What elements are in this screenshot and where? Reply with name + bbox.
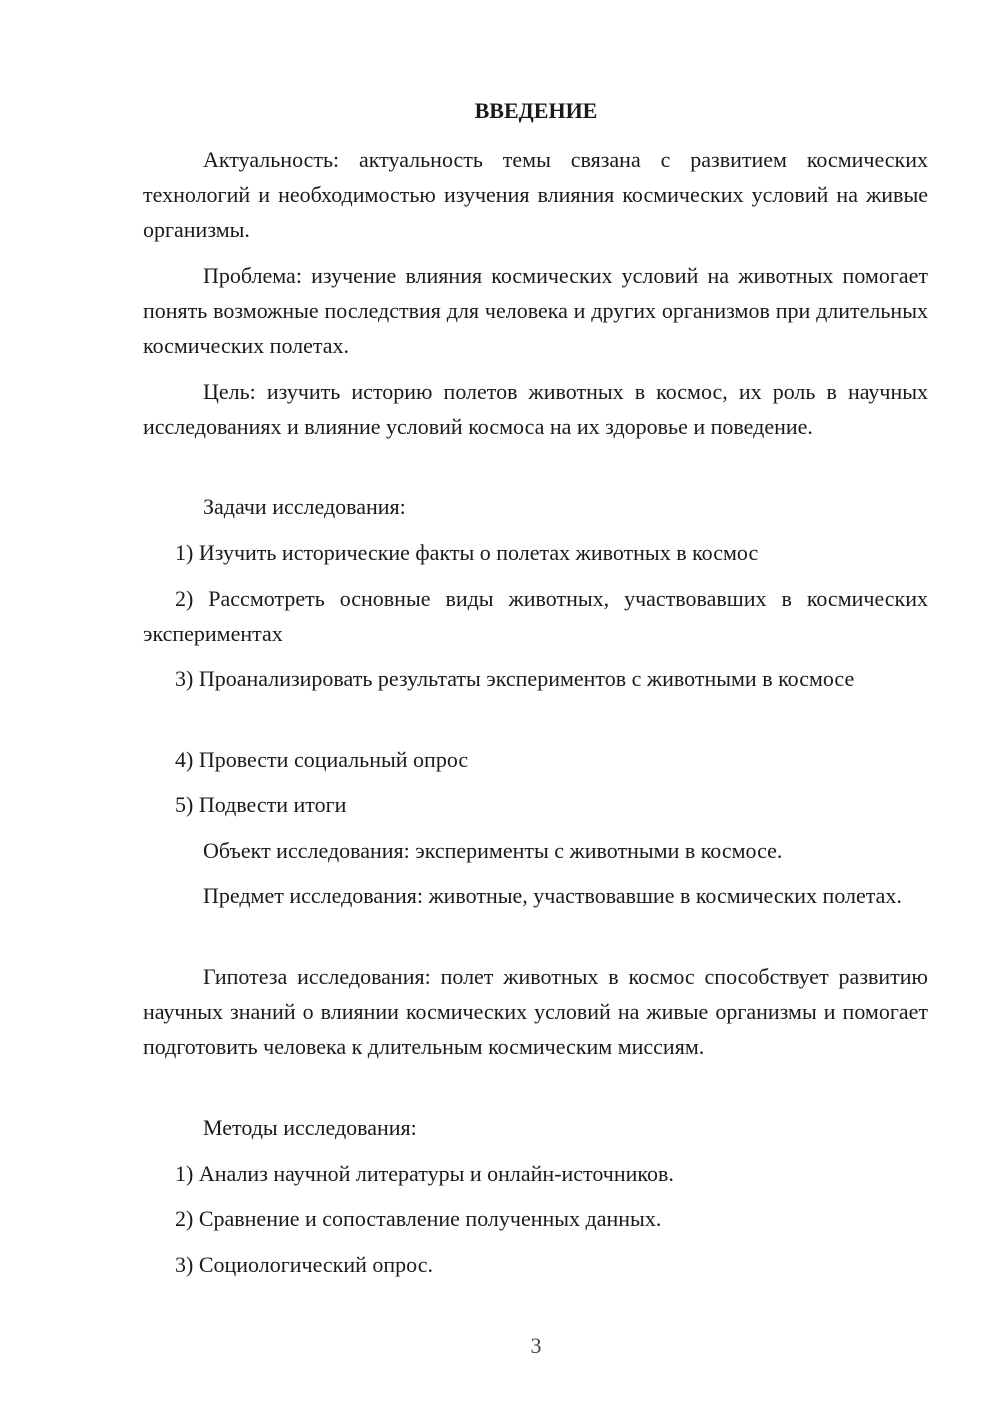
method-item-3: 3) Социологический опрос. — [175, 1252, 433, 1277]
method-item-2: 2) Сравнение и сопоставление полученных данных. — [175, 1206, 662, 1231]
paragraph-object: Объект исследования: эксперименты с животными в космосе. — [203, 838, 783, 863]
paragraph-relevance: Актуальность: актуальность темы связана с развитием космических технологий и необходимостью изучения влияния космических условий на живые организмы. — [143, 147, 928, 242]
task-item-3: 3) Проанализировать результаты экспериментов с животными в космосе — [175, 666, 855, 691]
paragraph-goal: Цель: изучить историю полетов животных в космос, их роль в научных исследованиях и влияние условий космоса на их здоровье и поведение. — [143, 379, 928, 439]
task-item-2: 2) Рассмотреть основные виды животных, участвовавших в космических экспериментах — [143, 586, 928, 646]
method-item-1: 1) Анализ научной литературы и онлайн-источников. — [175, 1161, 674, 1186]
paragraph-methods-heading: Методы исследования: — [203, 1115, 417, 1140]
paragraph-problem: Проблема: изучение влияния космических условий на животных помогает понять возможные последствия для человека и других организмов при длительных космических полетах. — [143, 263, 928, 358]
page-number: 3 — [530, 1333, 542, 1358]
paragraph-subject: Предмет исследования: животные, участвовавшие в космических полетах. — [203, 883, 902, 908]
task-item-4: 4) Провести социальный опрос — [175, 747, 469, 772]
task-item-1: 1) Изучить исторические факты о полетах животных в космос — [175, 540, 759, 565]
task-item-5: 5) Подвести итоги — [175, 792, 347, 817]
page-title: ВВЕДЕНИЕ — [474, 98, 598, 123]
paragraph-hypothesis: Гипотеза исследования: полет животных в космос способствует развитию научных знаний о влиянии космических условий на живые организмы и помогает подготовить человека к длительным космическим миссиям. — [143, 964, 928, 1059]
paragraph-tasks-heading: Задачи исследования: — [203, 494, 406, 519]
